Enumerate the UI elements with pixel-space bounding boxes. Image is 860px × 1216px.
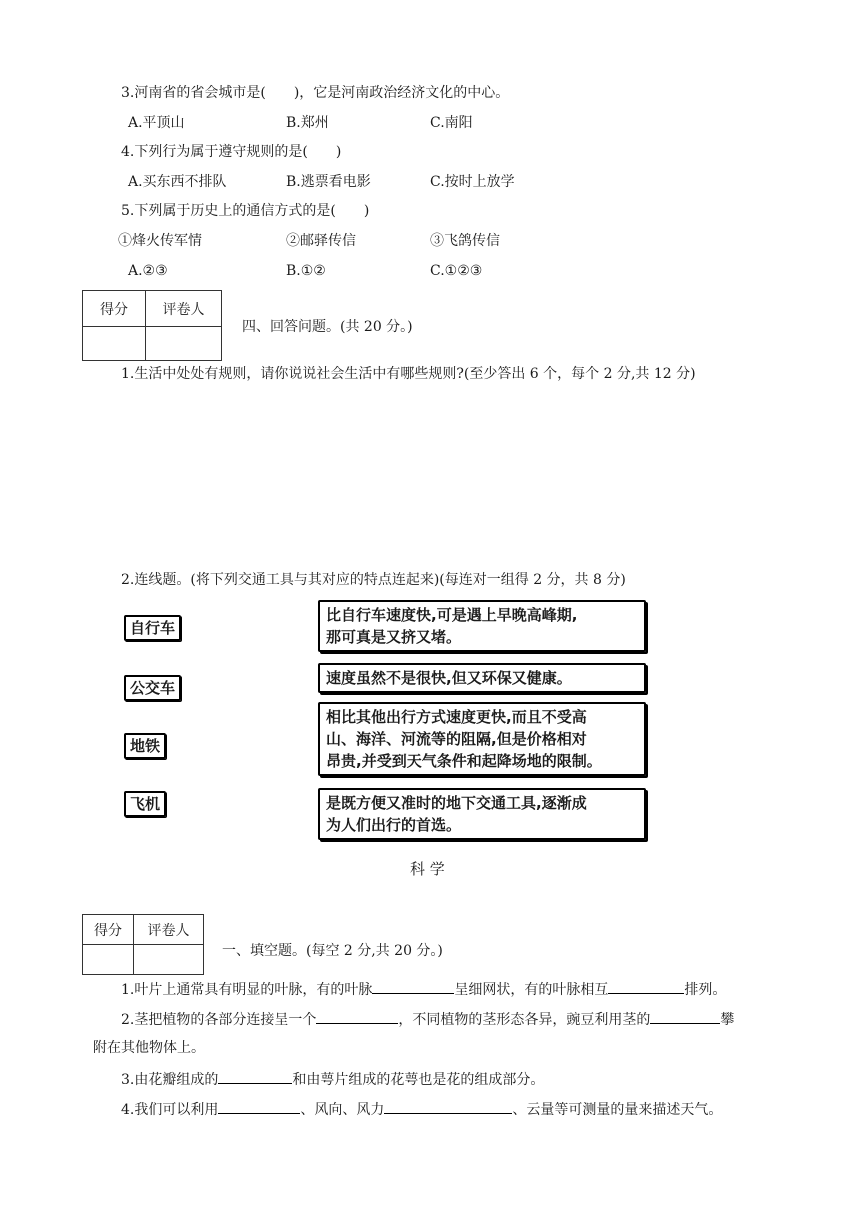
- blank-field[interactable]: [372, 979, 454, 994]
- science-score-table: [82, 914, 204, 975]
- question-4-option-a: A.买东西不排队: [128, 174, 227, 190]
- blank-field[interactable]: [218, 1099, 300, 1114]
- description-3-line-1: 相比其他出行方式速度更快,而且不受高: [326, 708, 587, 726]
- science-q1-text-c: 排列。: [684, 982, 727, 998]
- science-q2-text-c: 攀: [720, 1012, 735, 1028]
- grader-header: 评卷人: [146, 291, 222, 327]
- science-section-1-heading: 一、填空题。(每空 2 分,共 20 分。): [222, 943, 443, 959]
- description-3-line-3: 昂贵,并受到天气条件和起降场地的限制。: [326, 752, 602, 770]
- question-4-option-c: C.按时上放学: [430, 174, 515, 190]
- blank-field[interactable]: [218, 1069, 292, 1084]
- section-4-question-2: 2.连线题。(将下列交通工具与其对应的特点连起来)(每连对一组得 2 分，共 8 分): [121, 572, 626, 588]
- description-4-line-1: 是既方便又准时的地下交通工具,逐渐成: [326, 794, 587, 812]
- science-question-2: [121, 1009, 734, 1029]
- blank-field[interactable]: [384, 1099, 512, 1114]
- question-5-option-c: C.①②③: [430, 263, 483, 279]
- science-score-cell[interactable]: [83, 945, 134, 975]
- science-q1-text-a: 1.叶片上通常具有明显的叶脉，有的叶脉: [121, 982, 373, 998]
- answer-area[interactable]: [121, 392, 761, 562]
- description-2[interactable]: [318, 663, 646, 693]
- question-5-item-2: ②邮驿传信: [286, 233, 356, 249]
- question-3-option-a: A.平顶山: [128, 115, 185, 131]
- science-title: 科 学: [410, 860, 445, 878]
- science-q4-text-a: 4.我们可以利用: [121, 1102, 219, 1118]
- section-4-heading: 四、回答问题。(共 20 分。): [242, 319, 413, 335]
- science-q4-text-c: 、云量等可测量的量来描述天气。: [512, 1102, 723, 1118]
- blank-field[interactable]: [316, 1009, 398, 1024]
- description-1[interactable]: [318, 600, 646, 652]
- score-header: 得分: [83, 291, 146, 327]
- description-1-line-2: 那可真是又挤又堵。: [326, 628, 462, 646]
- question-3-stem: 3.河南省的省会城市是( )，它是河南政治经济文化的中心。: [121, 85, 510, 101]
- blank-field[interactable]: [650, 1009, 720, 1024]
- science-question-3: [121, 1069, 544, 1089]
- science-q4-text-b: 、风向、风力: [300, 1102, 385, 1118]
- question-5-option-b: B.①②: [286, 263, 326, 279]
- question-5-item-3: ③飞鸽传信: [430, 233, 500, 249]
- science-q2-text-b: ，不同植物的茎形态各异，豌豆利用茎的: [398, 1012, 651, 1028]
- vehicle-subway[interactable]: 地铁: [124, 733, 166, 759]
- science-q2-continuation: 附在其他物体上。: [93, 1040, 205, 1056]
- science-grader-cell[interactable]: [134, 945, 204, 975]
- science-grader-header: 评卷人: [134, 915, 204, 945]
- score-cell[interactable]: [83, 327, 146, 361]
- vehicle-bus[interactable]: 公交车: [124, 675, 181, 701]
- blank-field[interactable]: [608, 979, 684, 994]
- science-question-4: [121, 1099, 722, 1119]
- description-3[interactable]: [318, 702, 646, 776]
- question-5-option-a: A.②③: [128, 263, 168, 279]
- question-3-option-c: C.南阳: [430, 115, 473, 131]
- vehicle-bicycle[interactable]: 自行车: [124, 615, 181, 641]
- science-score-header: 得分: [83, 915, 134, 945]
- vehicle-airplane[interactable]: 飞机: [124, 791, 166, 817]
- science-q1-text-b: 呈细网状，有的叶脉相互: [454, 982, 609, 998]
- question-4-stem: 4.下列行为属于遵守规则的是( ): [121, 144, 342, 160]
- description-1-line-1: 比自行车速度快,可是遇上早晚高峰期,: [326, 606, 578, 624]
- science-q2-text-a: 2.茎把植物的各部分连接呈一个: [121, 1012, 317, 1028]
- section-4-question-1: 1.生活中处处有规则，请你说说社会生活中有哪些规则?(至少答出 6 个，每个 2 分,共 12 分): [121, 366, 696, 382]
- question-5-item-1: ①烽火传军情: [118, 233, 202, 249]
- question-5-stem: 5.下列属于历史上的通信方式的是( ): [121, 203, 370, 219]
- score-table: [82, 290, 222, 361]
- question-4-option-b: B.逃票看电影: [286, 174, 371, 190]
- description-2-line-1: 速度虽然不是很快,但又环保又健康。: [326, 669, 572, 687]
- description-4[interactable]: [318, 788, 646, 840]
- grader-cell[interactable]: [146, 327, 222, 361]
- description-3-line-2: 山、海洋、河流等的阻隔,但是价格相对: [326, 730, 587, 748]
- question-3-option-b: B.郑州: [286, 115, 329, 131]
- science-q3-text-a: 3.由花瓣组成的: [121, 1072, 219, 1088]
- science-q3-text-b: 和由萼片组成的花萼也是花的组成部分。: [292, 1072, 545, 1088]
- description-4-line-2: 为人们出行的首选。: [326, 816, 462, 834]
- science-question-1: [121, 979, 726, 999]
